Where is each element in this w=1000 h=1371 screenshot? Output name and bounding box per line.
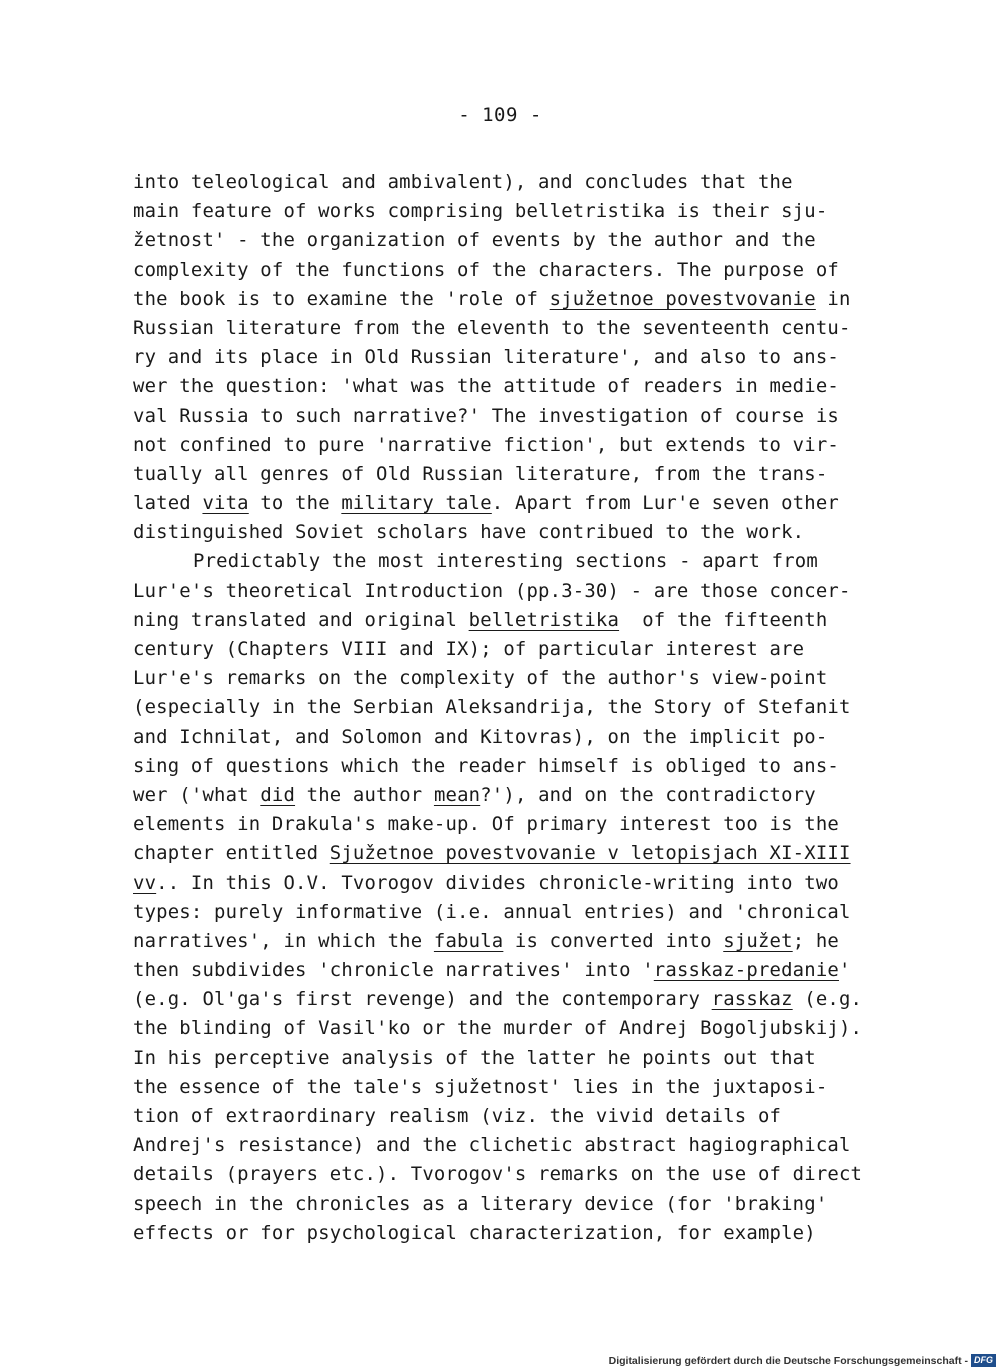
- text-segment: In his perceptive analysis of the latter he points out that: [133, 1046, 816, 1069]
- text-line: [133, 431, 893, 460]
- footer-credit: Digitalisierung gefördert durch die Deutsche Forschungsgemeinschaft -: [608, 1354, 968, 1367]
- text-segment: . Apart from Lur'e seven other: [491, 492, 839, 515]
- text-line: [133, 1044, 893, 1073]
- text-segment: narratives', in which the: [133, 929, 434, 952]
- text-segment: century (Chapters VIII and IX); of particular interest are: [133, 638, 805, 660]
- text-segment: chapter entitled: [133, 842, 330, 865]
- underlined-term: fabula: [433, 929, 504, 952]
- text-line: [133, 285, 893, 314]
- text-line: [133, 547, 893, 576]
- text-segment: Lur'e's theoretical Introduction (pp.3-30) - are those concer-: [133, 579, 851, 602]
- text-segment: ry and its place in Old Russian literature', and also to ans-: [133, 346, 839, 369]
- text-line: [133, 577, 893, 606]
- text-segment: details (prayers etc.). Tvorogov's remarks on the use of direct: [133, 1163, 863, 1186]
- text-segment: tion of extraordinary realism (viz. the vivid details of: [133, 1105, 782, 1127]
- underlined-term: vita: [202, 492, 249, 515]
- text-segment: the author: [295, 783, 434, 806]
- text-line: [133, 372, 893, 401]
- text-segment: elements in Drakula's make-up. Of primary interest too is the: [133, 813, 839, 836]
- text-segment: Russian literature from the eleventh to the seventeenth centu-: [133, 316, 851, 339]
- text-segment: Lur'e's remarks on the complexity of the author's view-point: [133, 667, 828, 690]
- text-line: [133, 985, 893, 1014]
- text-segment: (e.g.: [792, 988, 863, 1011]
- text-segment: into teleological and ambivalent), and concludes that the: [133, 171, 793, 193]
- text-line: [133, 1014, 893, 1043]
- text-line: [133, 635, 893, 664]
- text-segment: ': [838, 959, 851, 982]
- text-line: [133, 256, 893, 285]
- text-segment: Predictably the most interesting sections - apart from: [193, 550, 818, 573]
- text-line: [133, 1219, 893, 1248]
- text-line: [133, 898, 893, 927]
- text-segment: not confined to pure 'narrative fiction', but extends to vir-: [133, 433, 839, 456]
- underlined-term: belletristika: [468, 608, 620, 631]
- text-segment: of the fifteenth: [619, 608, 828, 631]
- text-line: [133, 1073, 893, 1102]
- text-segment: main feature of works comprising belletristika is their sju-: [133, 200, 828, 223]
- text-line: [133, 1102, 893, 1131]
- text-segment: (especially in the Serbian Aleksandrija, the Story of Stefanit: [133, 696, 851, 719]
- text-line: [133, 460, 893, 489]
- text-line: [133, 518, 893, 547]
- text-segment: ; he: [792, 929, 839, 952]
- text-line: [133, 168, 893, 197]
- text-segment: the book is to examine the 'role of: [133, 287, 550, 310]
- underlined-term: sjužet: [723, 929, 793, 952]
- text-segment: val Russia to such narrative?' The investigation of course is: [133, 404, 839, 427]
- text-segment: wer the question: 'what was the attitude of readers in medie-: [133, 375, 839, 398]
- text-segment: ?'), and on the contradictory: [480, 783, 816, 806]
- text-line: [133, 1131, 893, 1160]
- underlined-term: did: [260, 783, 296, 806]
- text-line: [133, 402, 893, 431]
- text-line: [133, 723, 893, 752]
- text-segment: complexity of the functions of the characters. The purpose of: [133, 258, 839, 281]
- text-line: [133, 343, 893, 372]
- text-line: [133, 664, 893, 693]
- text-line: [133, 1160, 893, 1189]
- text-segment: is converted into: [503, 929, 724, 952]
- underlined-term: Sjužetnoe povestvovanie v letopisjach XI-XIII: [329, 842, 851, 865]
- digitization-footer: [609, 1354, 996, 1367]
- text-line: [133, 226, 893, 255]
- text-line: [133, 314, 893, 343]
- underlined-term: vv: [133, 871, 157, 894]
- text-line: [133, 869, 893, 898]
- text-segment: lated: [133, 492, 203, 515]
- underlined-term: military tale: [341, 492, 492, 515]
- underlined-term: rasskaz-predanie: [653, 959, 839, 982]
- text-segment: to the: [248, 492, 342, 515]
- text-segment: speech in the chronicles as a literary device (for 'braking': [133, 1192, 828, 1215]
- text-segment: tually all genres of Old Russian literature, from the trans-: [133, 462, 828, 485]
- text-segment: Andrej's resistance) and the clichetic abstract hagiographical: [133, 1134, 851, 1157]
- underlined-term: mean: [433, 783, 481, 806]
- text-line: [133, 781, 893, 810]
- text-line: [133, 956, 893, 985]
- underlined-term: rasskaz: [711, 988, 793, 1011]
- text-segment: žetnost' - the organization of events by the author and the: [133, 229, 816, 252]
- text-segment: types: purely informative (i.e. annual entries) and 'chronical: [133, 900, 851, 923]
- page-number: - 109 -: [458, 104, 542, 126]
- text-segment: wer ('what: [133, 783, 261, 806]
- text-segment: (e.g. Ol'ga's first revenge) and the contemporary: [133, 988, 712, 1011]
- text-line: [133, 606, 893, 635]
- text-line: [133, 752, 893, 781]
- text-segment: and Ichnilat, and Solomon and Kitovras), on the implicit po-: [133, 725, 828, 748]
- text-segment: effects or for psychological characterization, for example): [133, 1221, 816, 1244]
- text-line: [133, 1190, 893, 1219]
- text-line: [133, 927, 893, 956]
- text-segment: ning translated and original: [133, 608, 469, 631]
- underlined-term: sjužetnoe povestvovanie: [549, 287, 816, 310]
- text-segment: in: [815, 287, 851, 310]
- text-segment: .. In this O.V. Tvorogov divides chronicle-writing into two: [156, 871, 839, 894]
- dfg-logo: DFG: [971, 1354, 996, 1367]
- text-segment: the essence of the tale's sjužetnost' lies in the juxtaposi-: [133, 1075, 828, 1098]
- text-line: [133, 197, 893, 226]
- text-segment: then subdivides 'chronicle narratives' into ': [133, 959, 654, 982]
- text-line: [133, 810, 893, 839]
- text-segment: sing of questions which the reader himself is obliged to ans-: [133, 754, 839, 777]
- text-segment: distinguished Soviet scholars have contribued to the work.: [133, 521, 805, 544]
- text-line: [133, 839, 893, 868]
- text-segment: the blinding of Vasil'ko or the murder of Andrej Bogoljubskij).: [133, 1017, 863, 1040]
- body-text: [133, 168, 893, 1248]
- text-line: [133, 489, 893, 518]
- text-line: [133, 693, 893, 722]
